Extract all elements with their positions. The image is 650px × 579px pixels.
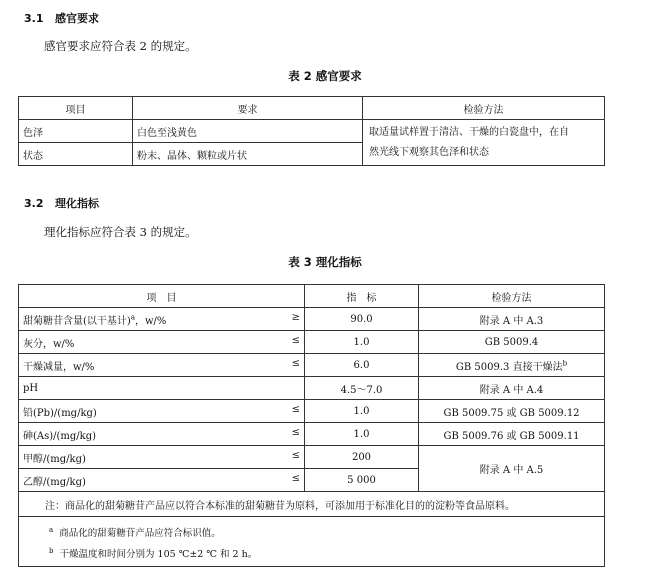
table-2 bbox=[18, 96, 605, 166]
table-note-row bbox=[19, 492, 605, 517]
table-row bbox=[19, 120, 605, 143]
table-cell-value: 200 bbox=[305, 446, 419, 469]
table-row bbox=[19, 354, 605, 377]
table-cell-value: 90.0 bbox=[305, 308, 419, 331]
table-cell-method: GB 5009.76 或 GB 5009.11 bbox=[419, 423, 605, 446]
table-cell-value: 5 000 bbox=[305, 469, 419, 492]
table-row bbox=[19, 331, 605, 354]
section-3-2-heading bbox=[24, 195, 99, 211]
footnote-a: $^a$ 商品化的甜菊糖苷产品应符合标识值。 bbox=[49, 525, 221, 539]
table-cell-method bbox=[363, 120, 605, 166]
table-cell-value: 1.0 bbox=[305, 423, 419, 446]
table-cell-item: 甲醇/(mg/kg) ≤ bbox=[19, 446, 305, 469]
table-cell-item: 乙醇/(mg/kg) ≤ bbox=[19, 469, 305, 492]
table-note: 注：商品化的甜菊糖苷产品应以符合本标准的甜菊糖苷为原料，可添加用于标准化目的的淀粉等食品原料。 bbox=[19, 492, 605, 517]
table-cell-value: 4.5～7.0 bbox=[305, 377, 419, 400]
table-cell-item: 铅(Pb)/(mg/kg) ≤ bbox=[19, 400, 305, 423]
table-3 bbox=[18, 284, 605, 567]
section-3-1-heading bbox=[24, 10, 99, 26]
footnote-b: $^b$ 干燥温度和时间分别为 105 ℃±2 ℃ 和 2 h。 bbox=[49, 546, 258, 560]
table-header-cell: 要求 bbox=[133, 97, 363, 120]
table-cell: 状态 bbox=[19, 143, 133, 166]
table-header-cell: 检验方法 bbox=[419, 285, 605, 308]
table-header-cell: 项 目 bbox=[19, 285, 305, 308]
table-cell: 白色至浅黄色 bbox=[133, 120, 363, 143]
method-line: 然光线下观察其色泽和状态 bbox=[369, 146, 489, 158]
table-cell-method: GB 5009.75 或 GB 5009.12 bbox=[419, 400, 605, 423]
table-cell-value: 6.0 bbox=[305, 354, 419, 377]
table-row bbox=[19, 446, 605, 469]
table-footnotes bbox=[19, 517, 605, 567]
table-cell-item: 灰分，w/% ≤ bbox=[19, 331, 305, 354]
table-header-cell: 指 标 bbox=[305, 285, 419, 308]
section-title: 理化指标 bbox=[55, 197, 99, 210]
table-row bbox=[19, 377, 605, 400]
table-cell-item: 甜菊糖苷含量(以干基计)$^a$，w/% ≥ bbox=[19, 308, 305, 331]
table-cell-method: GB 5009.3 直接干燥法$^b$ bbox=[419, 354, 605, 377]
table-footnote-row bbox=[19, 517, 605, 567]
table-cell-item: 干燥减量，w/% ≤ bbox=[19, 354, 305, 377]
section-title: 感官要求 bbox=[55, 12, 99, 25]
table-2-caption: 表 2 感官要求 bbox=[288, 69, 362, 83]
section-3-1-paragraph: 感官要求应符合表 2 的规定。 bbox=[44, 39, 197, 53]
table-3-caption: 表 3 理化指标 bbox=[288, 255, 362, 269]
table-row bbox=[19, 308, 605, 331]
table-row bbox=[19, 423, 605, 446]
table-cell-item: 砷(As)/(mg/kg) ≤ bbox=[19, 423, 305, 446]
table-cell-item: pH bbox=[19, 377, 305, 400]
table-cell-value: 1.0 bbox=[305, 400, 419, 423]
table-header-cell: 项目 bbox=[19, 97, 133, 120]
table-row bbox=[19, 400, 605, 423]
section-3-2-paragraph: 理化指标应符合表 3 的规定。 bbox=[44, 225, 197, 239]
table-cell: 色泽 bbox=[19, 120, 133, 143]
table-header-row bbox=[19, 285, 605, 308]
table-cell-method: GB 5009.4 bbox=[419, 331, 605, 354]
table-cell-method: 附录 A 中 A.3 bbox=[419, 308, 605, 331]
section-number: 3.2 bbox=[24, 197, 44, 210]
method-line: 取适量试样置于清洁、干燥的白瓷盘中，在自 bbox=[369, 126, 569, 138]
table-cell: 粉末、晶体、颗粒或片状 bbox=[133, 143, 363, 166]
table-header-row bbox=[19, 97, 605, 120]
table-cell-value: 1.0 bbox=[305, 331, 419, 354]
table-header-cell: 检验方法 bbox=[363, 97, 605, 120]
table-cell-method: 附录 A 中 A.4 bbox=[419, 377, 605, 400]
section-number: 3.1 bbox=[24, 12, 44, 25]
table-cell-method: 附录 A 中 A.5 bbox=[419, 446, 605, 492]
